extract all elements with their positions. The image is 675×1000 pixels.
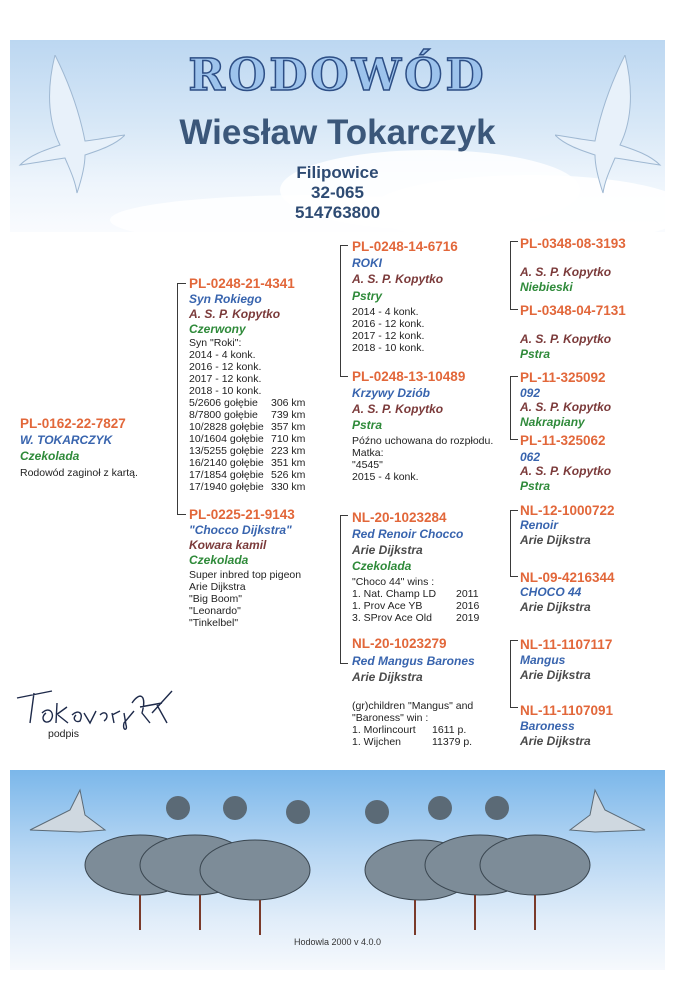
ff-notes: 2014 - 4 konk. 2016 - 12 konk. 2017 - 12 konk. 2018 - 10 konk. [352, 306, 425, 354]
bracket-mother [340, 515, 341, 664]
mff-ring: NL-12-1000722 [520, 503, 615, 518]
father-color: Czerwony [189, 322, 246, 336]
owner-postcode: 32-065 [311, 183, 364, 202]
bracket-gen1 [177, 283, 178, 515]
result-row: 16/2140 gołębie 351 km [189, 457, 306, 469]
mfm-name: CHOCO 44 [520, 585, 582, 599]
signature-label: podpis [48, 728, 79, 740]
mmf-ring: NL-11-1107117 [520, 637, 613, 652]
result-row: 8/7800 gołębie 739 km [189, 409, 306, 421]
ff-name: ROKI [352, 256, 382, 270]
fff-ring: PL-0348-08-3193 [520, 236, 626, 251]
fmm-name: 062 [520, 450, 541, 464]
result-row: 17/1940 gołębie 330 km [189, 481, 306, 493]
fm-notes: Późno uchowana do rozpłodu. Matka: "4545" 2015 - 4 konk. [352, 435, 494, 483]
mm-breeder: Arie Dijkstra [352, 670, 423, 684]
ff-breeder: A. S. P. Kopytko [352, 272, 444, 286]
mf-notes: "Choco 44" wins : 1. Nat. Champ LD 2011 1. Prov Ace YB 2016 3. SProv Ace Old 2019 [352, 576, 480, 624]
mmm-ring: NL-11-1107091 [520, 703, 614, 718]
fmf-name: 092 [520, 386, 541, 400]
mother-notes: Super inbred top pigeon Arie Dijkstra "Big Boom" "Leonardo" "Tinkelbel" [189, 569, 302, 629]
fmm-ring: PL-11-325062 [520, 433, 606, 448]
fm-color: Pstra [352, 418, 383, 432]
mm-notes: (gr)children "Mangus" and "Baroness" win : 1. Morlincourt 1611 p. 1. Wijchen 11379 p. [352, 700, 474, 748]
bracket-father [340, 245, 341, 377]
document-title: RODOWÓD [188, 50, 487, 101]
mm-name: Red Mangus Barones [352, 654, 475, 668]
mff-name: Renoir [520, 518, 559, 532]
mmf-breeder: Arie Dijkstra [520, 668, 591, 682]
father-notes: Syn "Roki": 2014 - 4 konk. 2016 - 12 konk. 2017 - 12 konk. 2018 - 10 konk. 5/2606 gołębie 306 km 8/7800 gołębie 739 km 10/2828 gołębie 357 km 10/1604 gołębie 710 km 13/5255 gołębie 223 km 16/2140 gołębie 351 km 17/1854 gołębie 526 km 17/1940 gołębie 330 km [189, 337, 306, 493]
mf-ring: NL-20-1023284 [352, 510, 447, 525]
fff-color: Niebieski [520, 280, 573, 294]
software-version: Hodowla 2000 v 4.0.0 [294, 937, 382, 947]
owner-name: Wiesław Tokarczyk [179, 113, 496, 152]
mmf-name: Mangus [520, 653, 566, 667]
father-breeder: A. S. P. Kopytko [189, 307, 281, 321]
mm-ring: NL-20-1023279 [352, 636, 447, 651]
fmm-breeder: A. S. P. Kopytko [520, 464, 612, 478]
ff-ring: PL-0248-14-6716 [352, 239, 458, 254]
fff-breeder: A. S. P. Kopytko [520, 265, 612, 279]
main-note: Rodowód zaginoł z kartą. [20, 467, 138, 479]
fmf-ring: PL-11-325092 [520, 370, 606, 385]
result-row: 5/2606 gołębie 306 km [189, 397, 306, 409]
mfm-breeder: Arie Dijkstra [520, 600, 591, 614]
mother-name: "Chocco Dijkstra" [189, 523, 292, 537]
ff-color: Pstry [352, 289, 383, 303]
mf-color: Czekolada [352, 559, 412, 573]
fm-breeder: A. S. P. Kopytko [352, 402, 444, 416]
mf-breeder: Arie Dijkstra [352, 543, 423, 557]
result-row: 10/2828 gołębie 357 km [189, 421, 306, 433]
mother-breeder: Kowara kamil [189, 538, 267, 552]
result-row: 13/5255 gołębie 223 km [189, 445, 306, 457]
fmm-color: Pstra [520, 479, 551, 493]
mf-name: Red Renoir Chocco [352, 527, 464, 541]
owner-place: Filipowice [296, 163, 379, 182]
fmf-breeder: A. S. P. Kopytko [520, 400, 612, 414]
main-ring: PL-0162-22-7827 [20, 416, 126, 431]
main-color: Czekolada [20, 449, 80, 463]
ffm-ring: PL-0348-04-7131 [520, 303, 626, 318]
mother-color: Czekolada [189, 553, 249, 567]
handwritten-signature [12, 683, 182, 733]
owner-phone: 514763800 [294, 203, 381, 222]
result-row: 17/1854 gołębie 526 km [189, 469, 306, 481]
mmm-breeder: Arie Dijkstra [520, 734, 591, 748]
father-ring: PL-0248-21-4341 [189, 276, 295, 291]
mmm-name: Baroness [520, 719, 575, 733]
ffm-color: Pstra [520, 347, 551, 361]
mfm-ring: NL-09-4216344 [520, 570, 615, 585]
father-name: Syn Rokiego [189, 292, 262, 306]
fmf-color: Nakrapiany [520, 415, 585, 429]
ffm-breeder: A. S. P. Kopytko [520, 332, 612, 346]
fm-name: Krzywy Dziób [352, 386, 431, 400]
result-row: 10/1604 gołębie 710 km [189, 433, 306, 445]
mff-breeder: Arie Dijkstra [520, 533, 591, 547]
fm-ring: PL-0248-13-10489 [352, 369, 466, 384]
mother-ring: PL-0225-21-9143 [189, 507, 295, 522]
main-breeder: W. TOKARCZYK [20, 433, 113, 447]
